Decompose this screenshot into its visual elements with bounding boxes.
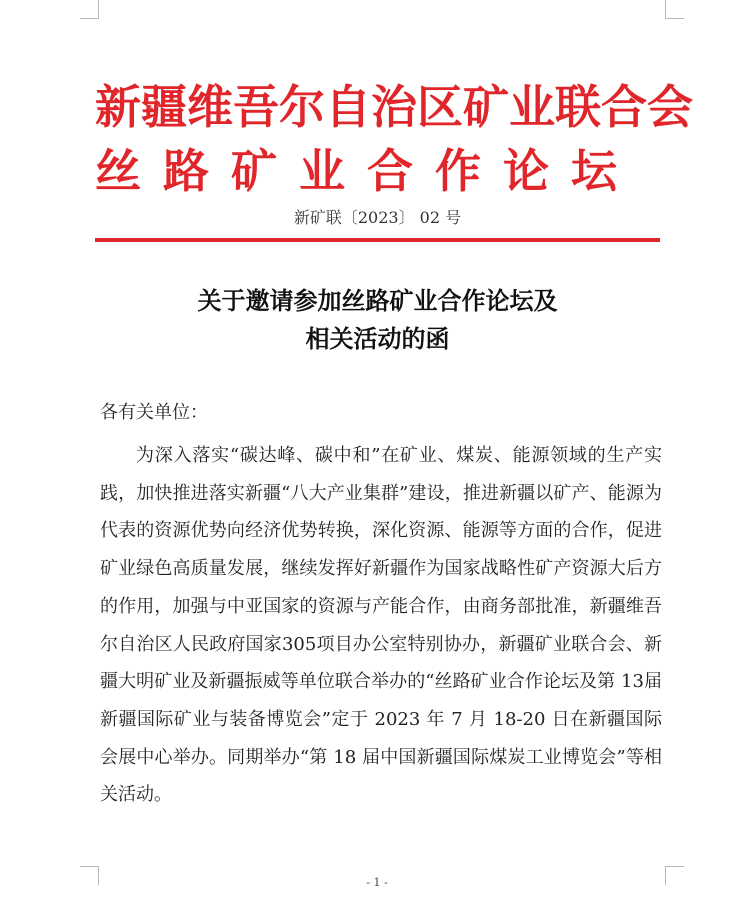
forum-name-heading: 丝路矿业合作论坛 — [95, 144, 639, 198]
salutation: 各有关单位： — [100, 402, 208, 423]
org-name-heading: 新疆维吾尔自治区矿业联合会 — [95, 80, 693, 134]
crop-mark-top-right — [665, 0, 684, 19]
document-number: 新矿联〔2023〕 02 号 — [293, 208, 462, 227]
body-paragraph: 为深入落实“碳达峰、碳中和”在矿业、煤炭、能源领域的生产实践，加快推进落实新疆“八大产业集群”建设，推进新疆以矿产、能源为代表的资源优势向经济优势转换，深化资源、能源等方面的合作，促进矿业绿色高质量发展，继续发挥好新疆作为国家战略性矿产资源大后方的作用，加强与中亚国家的资源与产能合作，由商务部批准，新疆维吾尔自治区人民政府国家305项目办公室特别协办，新疆矿业联合会、新疆大明矿业及新疆振威等单位联合举办的“丝路矿业合作论坛及第 13届新疆国际矿业与装备博览会”定于 2023 年 7 月 18-20 日在新疆国际会展中心举办。同期举办“第 18 届中国新疆国际煤炭工业博览会”等相关活动。 — [100, 445, 662, 806]
page-number: - 1 - — [366, 876, 388, 889]
letter-title-line-1: 关于邀请参加丝路矿业合作论坛及 — [197, 286, 558, 315]
letter-title — [95, 282, 660, 358]
crop-mark-top-left — [80, 0, 99, 19]
letter-title-line-2: 相关活动的函 — [305, 324, 450, 353]
red-divider-line — [95, 238, 660, 242]
